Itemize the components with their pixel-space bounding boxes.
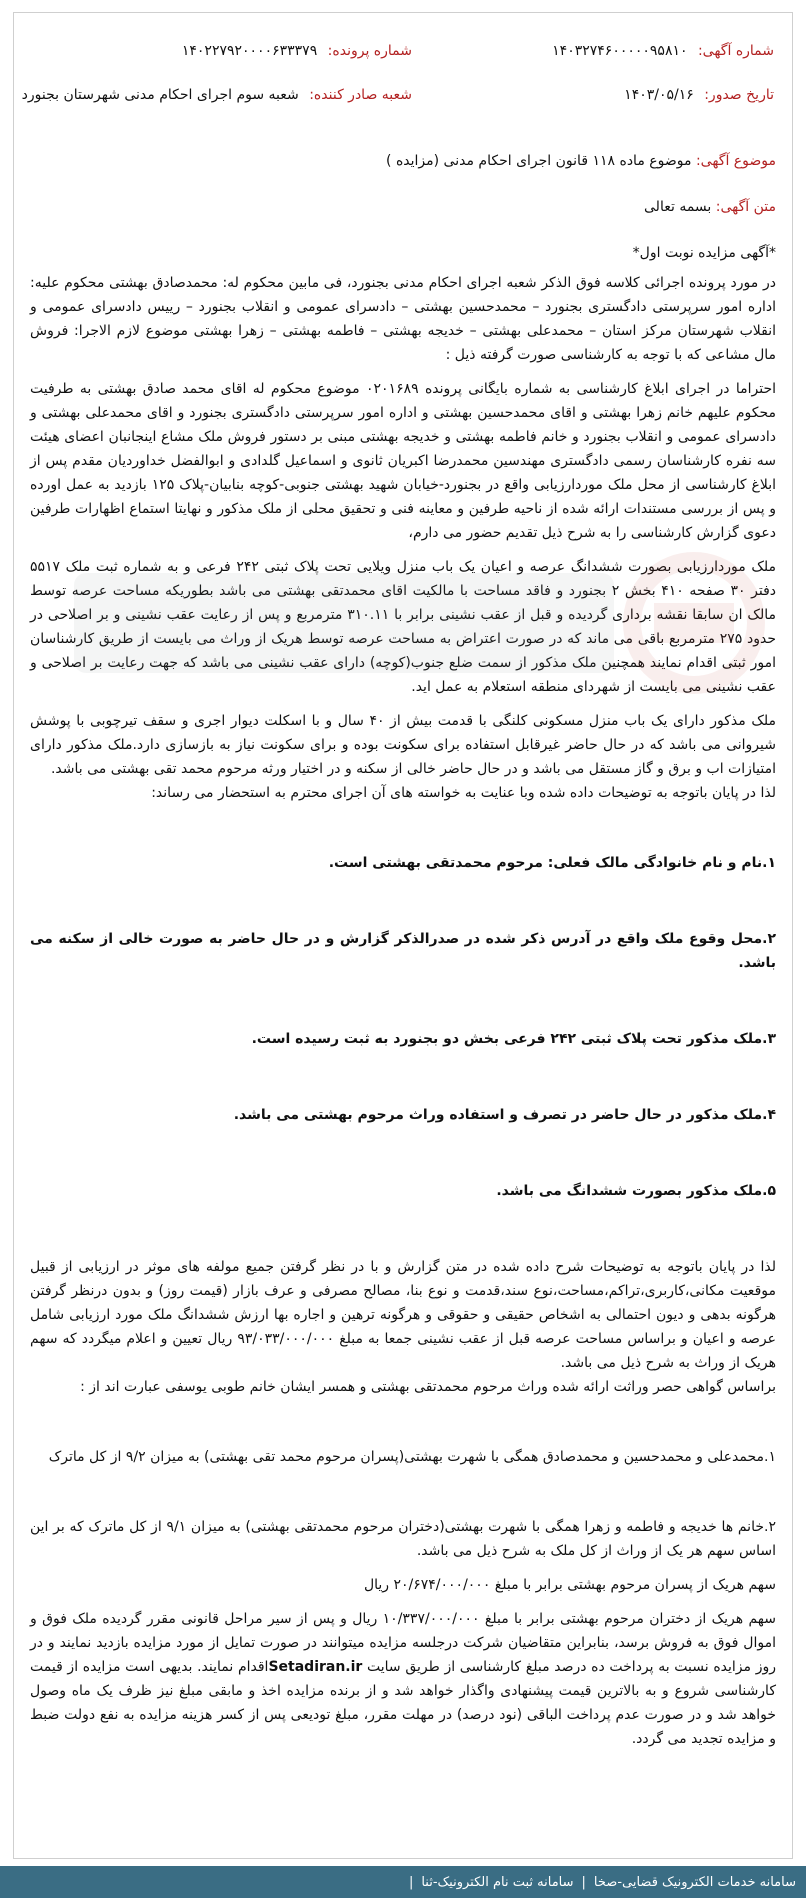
paragraph-building-description: ملک مذکور دارای یک باب منزل مسکونی کلنگی با قدمت بیش از ۴۰ سال و با اسکلت دیوار اجری و سقف تیرچوبی با پوشش شیروانی می باشد که در حال حاضر غیرقابل استفاده برای سکونت بوده و برای سکونت نیاز به بازسازی دارد.ملک مذکور دارای امتیازات اب و برق و گاز مستقل می باشد و در حال حاضر خالی از سکنه و در اختیار ورثه مرحوم محمد تقی بهشتی می باشد.	[30, 713, 777, 777]
footer-separator: |	[581, 1874, 586, 1890]
issue-date	[414, 85, 774, 106]
branch-label: شعبه صادر کننده:	[309, 86, 412, 103]
ad-number	[414, 41, 774, 62]
paragraph-valuation: لذا در پایان باتوجه به توضیحات شرح داده شده در متن گزارش و با در نظر گرفتن جمیع مولفه های موثر در ارزیابی از قبیل موقعیت مکانی،کاربری،تراکم،مساحت،نوع سند،قدمت و نوع بنا، مصالح مصرفی و عرف بازار (قیمت روز) و بدون درنظر گرفتن هرگونه بدهی و دیون احتمالی به اشخاص حقیقی و حقوقی و هرگونه ترهین و اجاره بها ارزش ششدانگ ملک مورد ارزیابی شامل عرصه و اعیان و براساس مساحت عرصه قبل از عقب نشینی جمعا به مبلغ ۹۳/۰۳۳/۰۰۰/۰۰۰ ریال تعیین و اعلام میگردد که سهم هریک از وراث به شرح ذیل می باشد.	[30, 1259, 776, 1371]
list-item: ۳.ملک مذکور تحت پلاک ثبتی ۲۴۲ فرعی بخش دو بجنورد به ثبت رسیده است.	[251, 1031, 776, 1047]
list-item: ۴.ملک مذکور در حال حاضر در تصرف و استفاده وراث مرحوم بهشتی می باشد.	[233, 1107, 776, 1123]
ad-number-label: شماره آگهی:	[697, 42, 774, 59]
paragraph-heirs-intro: براساس گواهی حصر وراثت ارائه شده وراث مرحوم محمدتقی بهشتی و همسر ایشان خانم طوبی یوسفی عبارت اند از :	[80, 1379, 776, 1395]
subject-label: موضوع آگهی:	[695, 153, 776, 169]
text-value: بسمه تعالی	[644, 199, 712, 215]
subject-row	[30, 143, 776, 179]
footer-separator: |	[408, 1874, 414, 1890]
paragraph-auction-terms	[30, 1607, 776, 1751]
auction-terms-part2: اقدام نمایند. بدیهی است مزایده از قیمت کارشناسی شروع و به بالاترین قیمت پیشنهادی واگذار خواهد شد و از برنده مزایده اخذ و مابقی مبلغ نیز ظرف یک ماه وصول خواهد شد و در صورت عدم پرداخت الباقی (نود درصد) در مهلت مقرر، مبلغ تودیعی پس از کسر هزینه مزایده به نفع دولت ضبط و مزایده تجدید می گردد.	[30, 1659, 776, 1747]
list-item: ۵.ملک مذکور بصورت ششدانگ می باشد.	[496, 1183, 776, 1199]
heir-item: ۱.محمدعلی و محمدحسین و محمدصادق همگی با شهرت بهشتی(پسران مرحوم محمد تقی بهشتی) به میزان ۹/۲ از کل ماترک	[48, 1449, 776, 1465]
paragraph-property-registration: ملک موردارزیابی بصورت ششدانگ عرصه و اعیان یک باب منزل ویلایی تحت پلاک ثبتی ۲۴۲ فرعی و به شماره ثبت ملک ۵۵۱۷ دفتر ۳۰ صفحه ۴۱۰ بخش ۲ بجنورد و فاقد مساحت با مالکیت اقای محمدتقی بهشتی می باشد بطوریکه مساحت عرصه توسط مالک ان سابقا نقشه برداری گردیده و قبل از عقب نشینی برابر با ۳۱۰.۱۱ مترمربع و پس از رعایت عقب نشینی و بر اصلاحی در حدود ۲۷۵ مترمربع باقی می ماند که در صورت اعتراض به مساحت عرصه توسط هریک از وراث می بایست از طریق کارشناسان امور ثبتی اقدام نمایند همچنین ملک مذکور از سمت ضلع جنوب(کوچه) دارای عقب نشینی می باشد که جهت رعایت بر اصلاحی و عقب نشینی می بایست از شهردای منطقه استعلام به عمل اید.	[30, 559, 777, 695]
meta-row-1	[32, 29, 774, 73]
notice-title: *آگهی مزایده نوبت اول*	[632, 245, 776, 261]
footer-bar	[0, 1866, 806, 1898]
meta-row-2	[21, 73, 774, 117]
case-number-value: ۱۴۰۲۲۷۹۲۰۰۰۰۶۳۳۳۷۹	[181, 42, 318, 59]
header-meta	[14, 13, 792, 117]
footer-link-sana[interactable]: سامانه ثبت نام الکترونیک-ثنا	[421, 1874, 574, 1890]
text-label: متن آگهی:	[715, 199, 776, 215]
paragraph-conclusion-intro: لذا در پایان باتوجه به توضیحات داده شده وبا عنایت به خواسته های آن اجرای محترم به استحضار می رساند:	[151, 785, 776, 801]
setadiran-site-link[interactable]: Setadiran.ir	[268, 1659, 363, 1675]
share-sons: سهم هریک از پسران مرحوم بهشتی برابر با مبلغ ۲۰/۶۷۴/۰۰۰/۰۰۰ ریال	[363, 1577, 776, 1593]
case-number	[32, 41, 412, 62]
case-number-label: شماره پرونده:	[327, 42, 412, 59]
issuing-branch	[21, 85, 412, 106]
list-item: ۲.محل وقوع ملک واقع در آدرس ذکر شده در صدرالذکر گزارش و در حال حاضر به صورت خالی از سکنه می باشد.	[30, 931, 776, 971]
ad-number-value: ۱۴۰۳۲۷۴۶۰۰۰۰۰۹۵۸۱۰	[552, 42, 688, 59]
issue-date-value: ۱۴۰۳/۰۵/۱۶	[624, 86, 694, 103]
footer-link-sakha[interactable]: سامانه خدمات الکترونیک قضایی-صخا	[593, 1874, 796, 1890]
notice-document	[13, 12, 793, 1859]
issue-date-label: تاریخ صدور:	[704, 86, 774, 103]
list-item: ۱.نام و نام خانوادگی مالک فعلی: مرحوم محمدتقی بهشتی است.	[328, 855, 776, 871]
notice-body	[14, 143, 792, 1751]
paragraph-parties: در مورد پرونده اجرائی کلاسه فوق الذکر شعبه اجرای احکام مدنی بجنورد، فی مابین محکوم له: محمدصادق بهشتی محکوم علیه: اداره امور سرپرستی دادگستری بجنورد – محمدحسین بهشتی – دادسرای عمومی و انقلاب بجنورد – رییس دادسرای عمومی و انقلاب شهرستان مرکز استان – محمدعلی بهشتی – خدیجه بهشتی – فاطمه بهشتی – زهرا بهشتی موضوع لازم الاجرا: فروش مال مشاعی که با توجه به کارشناسی صورت گرفته ذیل :	[30, 275, 776, 363]
subject-value: موضوع ماده ۱۱۸ قانون اجرای احکام مدنی (مزایده )	[386, 153, 692, 169]
paragraph-expert-assignment: احتراما در اجرای ابلاغ کارشناسی به شماره بایگانی پرونده ۰۲۰۱۶۸۹ موضوع محکوم له اقای محمد صادق بهشتی به طرفیت محکوم علیهم خانم زهرا بهشتی و اقای محمدحسین بهشتی و اداره امور سرپرستی دادگستری بجنورد و اقای محمدعلی بهشتی و دادسرای عمومی و انقلاب بجنورد و خانم فاطمه بهشتی و خدیجه بهشتی مبنی بر دستور فروش ملک مشاع اینجانبان اعضای هیئت سه نفره کارشناسان رسمی دادگستری مهندسین محمدرضا اکبریان ثانوی و اسماعیل گلدادی و ابوالفضل خداوردیان مقدم پس از ابلاغ کارشناسی از محل ملک موردارزیابی واقع در بجنورد-خیابان شهید بهشتی جنوبی-کوچه بنابیان-پلاک ۱۲۵ بازدید به عمل اورده و پس از بررسی مستندات ارائه شده از ناحیه طرفین و معاینه فنی و تحقیق محلی از ملک مذکور و نهایتا استماع اظهارات طرفین دعوی گزارش کارشناسی را به شرح ذیل تقدیم حضور می دارم،	[30, 381, 776, 541]
heir-item: ۲.خانم ها خدیجه و فاطمه و زهرا همگی با شهرت بهشتی(دختران مرحوم محمدتقی بهشتی) به میزان ۹/۱ از کل ماترک که بر این اساس سهم هر یک از وراث از کل ملک به شرح ذیل می باشد.	[30, 1519, 776, 1559]
text-row	[30, 189, 776, 225]
auction-terms-part1: سهم هریک از دختران مرحوم بهشتی برابر با مبلغ ۱۰/۳۳۷/۰۰۰/۰۰۰ ریال و پس از سیر مراحل قانونی مقرر گردیده ملک فوق و اموال فوق به فروش برسد، بنابراین متقاضیان شرکت درجلسه مزایده میتوانند در صورت تمایل از مورد مزایده بازدید نمایند و در روز مزایده نسبت به پرداخت ده درصد مبلغ کارشناسی از طریق سایت	[30, 1611, 776, 1675]
branch-value: شعبه سوم اجرای احکام مدنی شهرستان بجنورد	[21, 86, 299, 103]
